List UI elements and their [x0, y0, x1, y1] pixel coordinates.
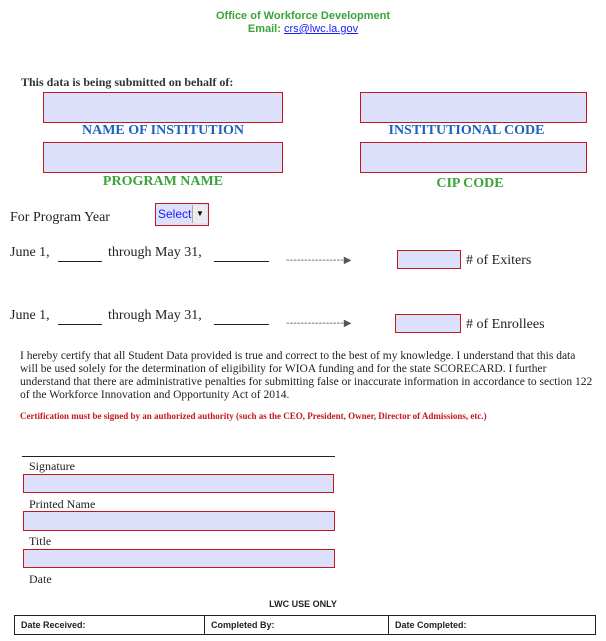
- enrollees-arrow: ----------------▶: [286, 318, 352, 329]
- exiters-arrow: ----------------▶: [286, 255, 352, 266]
- date-received-cell: Date Received:: [15, 616, 205, 634]
- program-year-select[interactable]: [155, 203, 209, 226]
- enrollees-end-year-blank[interactable]: [214, 324, 269, 325]
- institution-code-field[interactable]: [360, 92, 587, 123]
- certification-paragraph: I hereby certify that all Student Data provided is true and correct to the best of my knowledge. I understand that this data will be used solely for the determination of eligibility for WIOA funding and for the state SCORECARD. I further understand that there are administrative penalties for submitting false or inaccurate information in accordance to section 122 of the Workforce Innovation and Opportunity Act of 2014.: [20, 350, 593, 401]
- printed-name-field[interactable]: [23, 511, 335, 531]
- lwc-use-only-table: [14, 615, 596, 635]
- completed-by-cell: Completed By:: [205, 616, 389, 634]
- exiters-through: through May 31,: [108, 245, 202, 260]
- intro-text: This data is being submitted on behalf of:: [21, 75, 234, 89]
- title-label: Title: [29, 534, 52, 548]
- printed-name-label: Printed Name: [29, 497, 96, 511]
- institution-name-field[interactable]: [43, 92, 283, 123]
- office-title: Office of Workforce Development: [216, 10, 390, 22]
- institution-name-label: NAME OF INSTITUTION: [81, 123, 245, 138]
- institution-code-label: INSTITUTIONAL CODE: [388, 123, 545, 138]
- title-field[interactable]: [23, 549, 335, 568]
- program-name-label: PROGRAM NAME: [102, 174, 224, 189]
- cip-code-field[interactable]: [360, 142, 587, 173]
- signature-top-line: [22, 456, 335, 457]
- program-year-label: For Program Year: [10, 210, 110, 225]
- enrollees-start-date: June 1,: [10, 308, 50, 323]
- signature-field[interactable]: [23, 474, 334, 493]
- exiters-start-date: June 1,: [10, 245, 50, 260]
- lwc-use-only-title: LWC USE ONLY: [269, 599, 337, 609]
- exiters-count-label: # of Exiters: [466, 253, 532, 268]
- date-completed-cell: Date Completed:: [395, 620, 467, 630]
- email-line: [0, 23, 606, 35]
- cip-code-label: CIP CODE: [436, 176, 504, 191]
- email-link[interactable]: crs@lwc.la.gov: [283, 23, 359, 35]
- signature-label: Signature: [29, 459, 75, 473]
- enrollees-start-year-blank[interactable]: [58, 324, 102, 325]
- email-label: Email:: [247, 23, 281, 35]
- enrollees-count-label: # of Enrollees: [466, 317, 545, 332]
- program-name-field[interactable]: [43, 142, 283, 173]
- chevron-down-icon[interactable]: ▼: [192, 205, 207, 223]
- enrollees-count-field[interactable]: [395, 314, 461, 333]
- date-label: Date: [29, 572, 52, 586]
- exiters-end-year-blank[interactable]: [214, 261, 269, 262]
- exiters-start-year-blank[interactable]: [58, 261, 102, 262]
- program-year-select-value: Select: [158, 207, 192, 221]
- enrollees-through: through May 31,: [108, 308, 202, 323]
- exiters-count-field[interactable]: [397, 250, 461, 269]
- certification-note: Certification must be signed by an authorized authority (such as the CEO, President, Owner, Director of Admissions, etc.): [20, 411, 487, 421]
